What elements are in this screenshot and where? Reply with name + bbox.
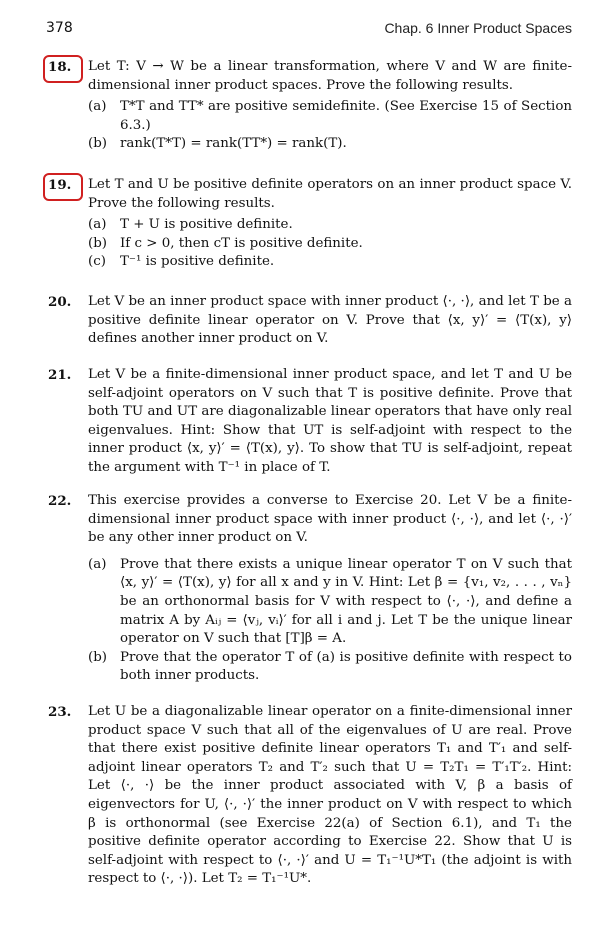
exercise-23 (48, 703, 572, 889)
part-label: (a) (88, 217, 107, 233)
part-text: T⁻¹ is positive definite. (120, 254, 275, 270)
exercise-text: Let T and U be positive definite operators on an inner product space V. Prove the following results. (88, 177, 572, 211)
exercise-text: Let V be an inner product space with inner product ⟨·, ·⟩, and let T be a positive definite linear operator on V. Prove that ⟨x, y⟩′ = ⟨T(x), y⟩ defines another inner product on V. (88, 294, 572, 347)
part-text: rank(T*T) = rank(TT*) = rank(T). (120, 136, 347, 152)
part-text: T + U is positive definite. (120, 217, 293, 233)
exercise-part (88, 135, 572, 154)
exercise-number: 23. (48, 704, 72, 720)
exercise-text: This exercise provides a converse to Exercise 20. Let V be a finite-dimensional inner product space with inner product ⟨·, ·⟩, and let ⟨·, ·⟩′ be any other inner product on V. (88, 493, 572, 546)
exercise-20 (48, 293, 572, 349)
exercise-number: 18. (48, 59, 72, 75)
exercise-part (88, 216, 572, 235)
exercise-part (88, 253, 572, 272)
page-number: 378 (46, 20, 73, 36)
exercise-part (88, 649, 572, 686)
part-label: (b) (88, 235, 108, 251)
part-label: (a) (88, 99, 107, 115)
exercise-number: 22. (48, 493, 72, 509)
running-header: Chap. 6 Inner Product Spaces (384, 20, 572, 36)
part-text: Prove that the operator T of (a) is positive definite with respect to both inner products. (120, 649, 572, 684)
exercise-19 (48, 176, 572, 272)
exercise-22 (48, 492, 572, 686)
exercise-number: 20. (48, 294, 72, 310)
exercise-18 (48, 58, 572, 154)
exercise-part (88, 98, 572, 135)
part-label: (b) (88, 136, 108, 152)
exercise-text: Let T: V → W be a linear transformation, where V and W are finite-dimensional inner product spaces. Prove the following results. (88, 59, 572, 93)
part-text: T*T and TT* are positive semidefinite. (See Exercise 15 of Section 6.3.) (120, 99, 572, 133)
exercise-number: 21. (48, 367, 72, 383)
exercise-text: Let U be a diagonalizable linear operator on a finite-dimensional inner product space V such that all of the eigenvalues of U are real. Prove that there exist positive definite linear operators T₁ and T′₁ and self-adjoint linear operators T₂ and T′₂ such that U = T₂T₁ = T′₁T′₂. Hint: Let ⟨·, ·⟩ be the inner product associated with V, β a basis of eigenvectors for U, ⟨·, ·⟩′ the inner product on V with respect to which β is orthonormal (see Exercise 22(a) of Section 6.1), and T₁ the positive definite operator according to Exercise 22. Show that U is self-adjoint with respect to ⟨·, ·⟩′ and U = T₁⁻¹U*T₁ (the adjoint is with respect to ⟨·, ·⟩). Let T₂ = T₁⁻¹U*. (88, 704, 572, 887)
part-text: If c > 0, then cT is positive definite. (120, 235, 363, 251)
part-label: (c) (88, 254, 106, 270)
exercise-part (88, 235, 572, 254)
part-label: (a) (88, 556, 107, 572)
part-label: (b) (88, 649, 108, 665)
part-text: Prove that there exists a unique linear operator T on V such that ⟨x, y⟩′ = ⟨T(x), y⟩ for all x and y in V. Hint: Let β = {v₁, v₂, . . . , vₙ} be an orthonormal basis for V with respect to ⟨·, ·⟩, and define a matrix A by Aᵢⱼ = ⟨vⱼ, vᵢ⟩′ for all i and j. Let T be the unique linear operator on V such that [T]β = A. (120, 556, 572, 647)
exercise-text: Let V be a finite-dimensional inner product space, and let T and U be self-adjoint operators on V such that T is positive definite. Prove that both TU and UT are diagonalizable linear operators that have only real eigenvalues. Hint: Show that UT is self-adjoint with respect to the inner product ⟨x, y⟩′ = ⟨T(x), y⟩. To show that TU is self-adjoint, repeat the argument with T⁻¹ in place of T. (88, 367, 572, 475)
exercise-number: 19. (48, 177, 72, 193)
exercise-21 (48, 366, 572, 478)
exercise-part (88, 556, 572, 649)
